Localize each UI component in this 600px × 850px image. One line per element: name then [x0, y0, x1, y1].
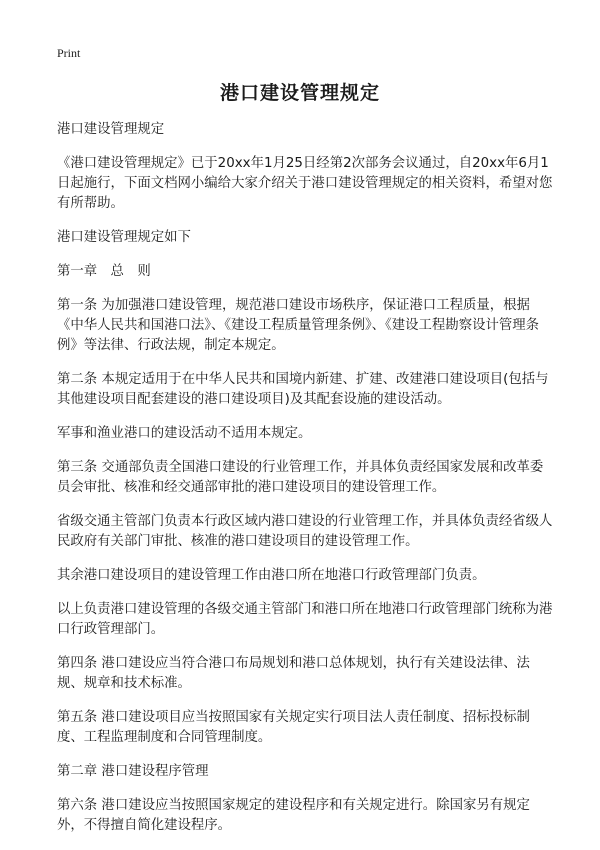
article-2: 第二条 本规定适用于在中华人民共和国境内新建、扩建、改建港口建设项目(包括与其他建设项目配套建设的港口建设项目)及其配套设施的建设活动。 [57, 372, 549, 407]
article-5: 第五条 港口建设项目应当按照国家有关规定实行项目法人责任制度、招标投标制度、工程监理制度和合同管理制度。 [57, 710, 530, 745]
article-3-summary: 以上负责港口建设管理的各级交通主管部门和港口所在地港口行政管理部门统称为港口行政管理部门。 [57, 602, 553, 637]
print-label: Print [57, 46, 81, 60]
article-1: 第一条 为加强港口建设管理，规范港口建设市场秩序，保证港口工程质量，根据《中华人民共和国港口法》、《建设工程质量管理条例》、《建设工程勘察设计管理条例》等法律、行政法规，制定本规定。 [57, 298, 540, 353]
article-4: 第四条 港口建设应当符合港口布局规划和港口总体规划，执行有关建设法律、法规、规章和技术标准。 [57, 656, 530, 691]
paragraph-heading-list: 港口建设管理规定如下 [57, 230, 191, 245]
chapter-1-heading: 第一章 总 则 [57, 264, 151, 279]
article-2-note: 军事和渔业港口的建设活动不适用本规定。 [57, 426, 312, 441]
chapter-2-heading: 第二章 港口建设程序管理 [57, 764, 209, 779]
paragraph-intro: 《港口建设管理规定》已于20xx年1月25日经第2次部务会议通过，自20xx年6月1日起施行，下面文档网小编给大家介绍关于港口建设管理规定的相关资料，希望对您有所帮助。 [57, 156, 553, 211]
article-3-remaining: 其余港口建设项目的建设管理工作由港口所在地港口行政管理部门负责。 [57, 568, 486, 583]
document-body [57, 120, 553, 850]
article-3-provincial: 省级交通主管部门负责本行政区域内港口建设的行业管理工作，并具体负责经省级人民政府有关部门审批、核准的港口建设项目的建设管理工作。 [57, 514, 553, 549]
document-title: 港口建设管理规定 [219, 82, 380, 104]
article-3: 第三条 交通部负责全国港口建设的行业管理工作，并具体负责经国家发展和改革委员会审批、核准和经交通部审批的港口建设项目的建设管理工作。 [57, 460, 544, 495]
article-6: 第六条 港口建设应当按照国家规定的建设程序和有关规定进行。除国家另有规定外，不得擅自简化建设程序。 [57, 798, 530, 833]
paragraph-subtitle: 港口建设管理规定 [57, 122, 165, 137]
